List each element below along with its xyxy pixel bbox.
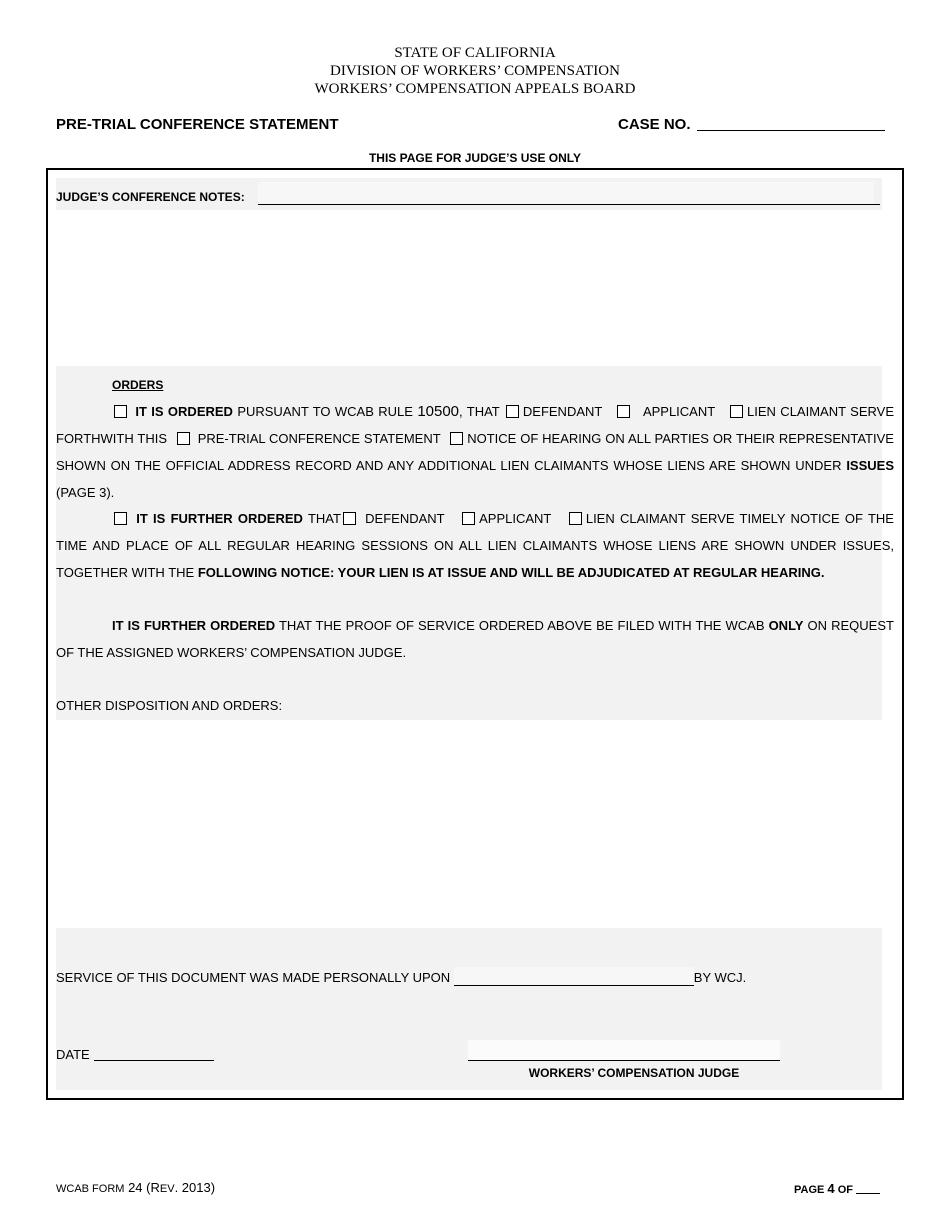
form-identifier: WCAB FORM 24 (REV. 2013) <box>56 1180 216 1195</box>
conference-notes-underline <box>258 204 880 205</box>
case-number-label: CASE NO. <box>618 116 691 133</box>
other-disposition-area[interactable] <box>56 720 882 928</box>
order2-checkbox[interactable] <box>114 512 127 525</box>
service-suffix: BY WCJ. <box>693 970 747 985</box>
service-label: SERVICE OF THIS DOCUMENT WAS MADE PERSONALLY UPON <box>56 970 451 985</box>
header-line-state: STATE OF CALIFORNIA <box>394 45 556 61</box>
form-title: PRE-TRIAL CONFERENCE STATEMENT <box>56 116 339 133</box>
page-number: PAGE 4 OF <box>794 1181 880 1196</box>
judge-use-notice: THIS PAGE FOR JUDGE’S USE ONLY <box>368 151 582 165</box>
order2-applicant-checkbox[interactable] <box>462 512 475 525</box>
agency-header <box>0 44 950 98</box>
order-paragraph-3: IT IS FURTHER ORDERED THAT THE PROOF OF SERVICE ORDERED ABOVE BE FILED WITH THE WCAB ONLY ON REQUEST OF THE ASSIGNED WORKERS’ COMPENSATION JUDGE. <box>56 618 894 660</box>
other-disposition-label: OTHER DISPOSITION AND ORDERS: <box>56 698 283 713</box>
date-label: DATE <box>56 1047 90 1062</box>
order-paragraph-1: IT IS ORDERED PURSUANT TO WCAB RULE 10500, THAT DEFENDANT APPLICANT LIEN CLAIMANT SERVE FORTHWITH THIS PRE-TRIAL CONFERENCE STATEMENT NOTICE OF HEARING ON ALL PARTIES OR THEIR REPRESENTATIVE SHOWN ON THE OFFICIAL ADDRESS RECORD AND ANY ADDITIONAL LIEN CLAIMANTS WHOSE LIENS ARE SHOWN UNDER ISSUES (PAGE 3). <box>56 403 895 500</box>
judge-signature-label: WORKERS’ COMPENSATION JUDGE <box>528 1066 740 1080</box>
date-field[interactable] <box>94 1048 214 1061</box>
date-row <box>56 1047 214 1062</box>
order1-lien-claimant-checkbox[interactable] <box>730 405 743 418</box>
order1-applicant-checkbox[interactable] <box>617 405 630 418</box>
order2-defendant-checkbox[interactable] <box>343 512 356 525</box>
order1-checkbox[interactable] <box>114 405 127 418</box>
service-statement <box>56 967 746 986</box>
conference-notes-label: JUDGE’S CONFERENCE NOTES: <box>56 190 245 204</box>
case-number-field[interactable] <box>697 116 885 131</box>
total-pages-field[interactable] <box>856 1183 880 1194</box>
conference-notes-field[interactable] <box>258 182 874 204</box>
service-party-field[interactable] <box>454 967 694 986</box>
header-line-board: WORKERS’ COMPENSATION APPEALS BOARD <box>314 81 636 97</box>
judge-section <box>46 168 904 1100</box>
case-number <box>618 116 885 133</box>
order1-notice-of-hearing-checkbox[interactable] <box>450 432 463 445</box>
conference-notes-area[interactable] <box>56 210 882 366</box>
order2-lien-claimant-checkbox[interactable] <box>569 512 582 525</box>
header-line-division: DIVISION OF WORKERS’ COMPENSATION <box>330 63 620 79</box>
order1-pretrial-statement-checkbox[interactable] <box>177 432 190 445</box>
order1-defendant-checkbox[interactable] <box>506 405 519 418</box>
order-paragraph-2: IT IS FURTHER ORDERED THAT DEFENDANT APPLICANT LIEN CLAIMANT SERVE TIMELY NOTICE OF THE TIME AND PLACE OF ALL REGULAR HEARING SESSIONS ON ALL LIEN CLAIMANTS WHOSE LIENS ARE SHOWN UNDER ISSUES, TOGETHER WITH THE FOLLOWING NOTICE: YOUR LIEN IS AT ISSUE AND WILL BE ADJUDICATED AT REGULAR HEARING. <box>56 511 894 580</box>
judge-signature-field[interactable] <box>468 1040 780 1061</box>
orders-heading: ORDERS <box>112 378 164 392</box>
